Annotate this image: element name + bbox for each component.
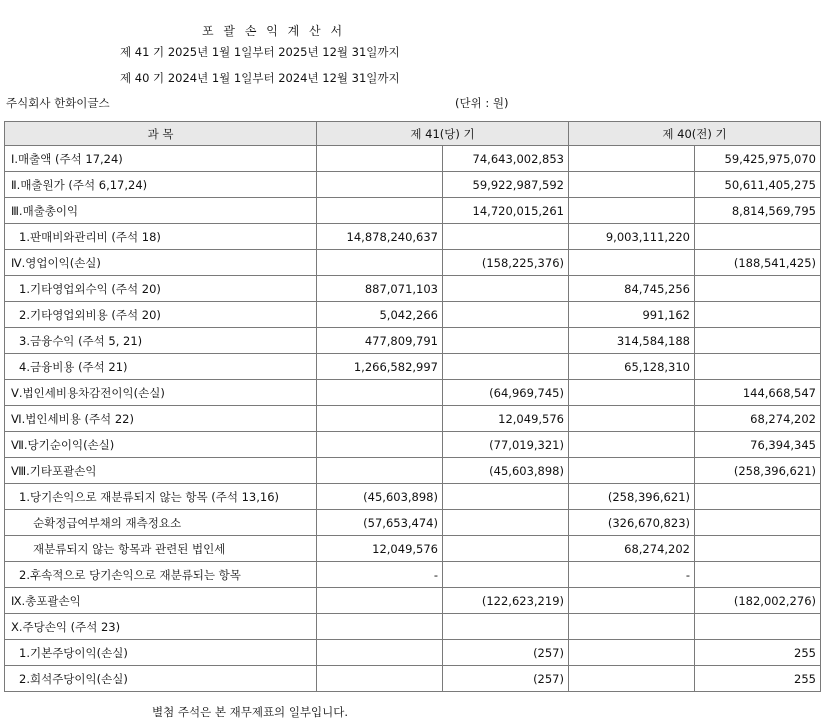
current-amount [443, 328, 569, 354]
period-prior: 제 40 기 2024년 1월 1일부터 2024년 12월 31일까지 [120, 71, 400, 85]
prior-amount: (182,002,276) [695, 588, 821, 614]
row-label: 4.금융비용 (주석 21) [5, 354, 317, 380]
prior-amount: 255 [695, 640, 821, 666]
table-row [5, 276, 821, 302]
current-sub-amount: 1,266,582,997 [317, 354, 443, 380]
table-row [5, 172, 821, 198]
table-row [5, 432, 821, 458]
row-label: Ⅲ.매출총이익 [5, 198, 317, 224]
table-row [5, 510, 821, 536]
current-sub-amount: 14,878,240,637 [317, 224, 443, 250]
column-header-item: 과 목 [5, 122, 317, 146]
row-label: Ⅳ.영업이익(손실) [5, 250, 317, 276]
current-amount [443, 614, 569, 640]
prior-sub-amount [569, 432, 695, 458]
prior-sub-amount [569, 198, 695, 224]
prior-sub-amount [569, 172, 695, 198]
table-row [5, 328, 821, 354]
row-label: 3.금융수익 (주석 5, 21) [5, 328, 317, 354]
table-row [5, 640, 821, 666]
table-row [5, 302, 821, 328]
current-amount: (77,019,321) [443, 432, 569, 458]
prior-sub-amount: - [569, 562, 695, 588]
period-current: 제 41 기 2025년 1월 1일부터 2025년 12월 31일까지 [120, 45, 400, 59]
current-amount [443, 224, 569, 250]
table-row [5, 588, 821, 614]
row-label: Ⅴ.법인세비용차감전이익(손실) [5, 380, 317, 406]
prior-sub-amount: 84,745,256 [569, 276, 695, 302]
current-sub-amount [317, 614, 443, 640]
column-header-current: 제 41(당) 기 [317, 122, 569, 146]
prior-sub-amount: 314,584,188 [569, 328, 695, 354]
row-label: 2.후속적으로 당기손익으로 재분류되는 항목 [5, 562, 317, 588]
row-label: 1.기타영업외수익 (주석 20) [5, 276, 317, 302]
current-sub-amount [317, 666, 443, 692]
current-sub-amount: (45,603,898) [317, 484, 443, 510]
row-label: 재분류되지 않는 항목과 관련된 법인세 [5, 536, 317, 562]
current-amount [443, 302, 569, 328]
table-row [5, 380, 821, 406]
row-label: Ⅸ.총포괄손익 [5, 588, 317, 614]
row-label: Ⅰ.매출액 (주석 17,24) [5, 146, 317, 172]
prior-amount [695, 510, 821, 536]
current-amount [443, 536, 569, 562]
current-amount: 59,922,987,592 [443, 172, 569, 198]
row-label: Ⅵ.법인세비용 (주석 22) [5, 406, 317, 432]
prior-amount: (258,396,621) [695, 458, 821, 484]
prior-sub-amount [569, 458, 695, 484]
prior-sub-amount [569, 588, 695, 614]
row-label: 순확정급여부채의 재측정요소 [5, 510, 317, 536]
table-row [5, 198, 821, 224]
current-amount [443, 276, 569, 302]
prior-sub-amount: 65,128,310 [569, 354, 695, 380]
prior-amount: 8,814,569,795 [695, 198, 821, 224]
current-sub-amount [317, 380, 443, 406]
current-amount: (122,623,219) [443, 588, 569, 614]
table-row [5, 536, 821, 562]
column-header-prior: 제 40(전) 기 [569, 122, 821, 146]
current-sub-amount [317, 588, 443, 614]
row-label: 2.희석주당이익(손실) [5, 666, 317, 692]
current-sub-amount [317, 250, 443, 276]
prior-sub-amount: 68,274,202 [569, 536, 695, 562]
row-label: Ⅹ.주당손익 (주석 23) [5, 614, 317, 640]
prior-amount [695, 562, 821, 588]
prior-sub-amount [569, 250, 695, 276]
current-sub-amount [317, 198, 443, 224]
current-amount [443, 562, 569, 588]
prior-amount: (188,541,425) [695, 250, 821, 276]
table-row [5, 614, 821, 640]
table-row [5, 484, 821, 510]
income-statement-table [4, 121, 821, 692]
row-label: 1.기본주당이익(손실) [5, 640, 317, 666]
row-label: 1.당기손익으로 재분류되지 않는 항목 (주석 13,16) [5, 484, 317, 510]
prior-sub-amount: (258,396,621) [569, 484, 695, 510]
row-label: Ⅶ.당기순이익(손실) [5, 432, 317, 458]
prior-sub-amount: 9,003,111,220 [569, 224, 695, 250]
prior-amount [695, 276, 821, 302]
prior-sub-amount [569, 406, 695, 432]
table-row [5, 562, 821, 588]
statement-title: 포 괄 손 익 계 산 서 [202, 24, 346, 38]
table-header-row [5, 122, 821, 146]
prior-sub-amount: 991,162 [569, 302, 695, 328]
current-sub-amount: (57,653,474) [317, 510, 443, 536]
current-sub-amount: 5,042,266 [317, 302, 443, 328]
table-row [5, 666, 821, 692]
table-row [5, 146, 821, 172]
row-label: 1.판매비와관리비 (주석 18) [5, 224, 317, 250]
current-sub-amount [317, 172, 443, 198]
prior-amount: 144,668,547 [695, 380, 821, 406]
current-sub-amount: - [317, 562, 443, 588]
footer-note: 별첨 주석은 본 재무제표의 일부입니다. [152, 705, 349, 719]
prior-amount [695, 536, 821, 562]
table-row [5, 406, 821, 432]
prior-amount: 255 [695, 666, 821, 692]
table-row [5, 250, 821, 276]
prior-sub-amount [569, 666, 695, 692]
current-amount [443, 354, 569, 380]
current-sub-amount [317, 640, 443, 666]
row-label: Ⅱ.매출원가 (주석 6,17,24) [5, 172, 317, 198]
current-amount [443, 484, 569, 510]
prior-amount [695, 354, 821, 380]
prior-amount: 59,425,975,070 [695, 146, 821, 172]
current-amount: (257) [443, 640, 569, 666]
current-sub-amount [317, 406, 443, 432]
prior-amount [695, 224, 821, 250]
prior-sub-amount [569, 614, 695, 640]
current-sub-amount: 887,071,103 [317, 276, 443, 302]
row-label: 2.기타영업외비용 (주석 20) [5, 302, 317, 328]
current-sub-amount [317, 146, 443, 172]
table-body [5, 146, 821, 692]
prior-amount [695, 614, 821, 640]
company-name: 주식회사 한화이글스 [6, 96, 110, 110]
current-amount: 14,720,015,261 [443, 198, 569, 224]
table-row [5, 458, 821, 484]
prior-amount: 50,611,405,275 [695, 172, 821, 198]
prior-sub-amount [569, 380, 695, 406]
prior-amount: 76,394,345 [695, 432, 821, 458]
current-amount: (45,603,898) [443, 458, 569, 484]
current-amount: 12,049,576 [443, 406, 569, 432]
current-amount [443, 510, 569, 536]
current-amount: 74,643,002,853 [443, 146, 569, 172]
table-row [5, 224, 821, 250]
current-sub-amount: 12,049,576 [317, 536, 443, 562]
current-amount: (257) [443, 666, 569, 692]
current-amount: (64,969,745) [443, 380, 569, 406]
unit-label: (단위 : 원) [455, 96, 509, 110]
prior-amount: 68,274,202 [695, 406, 821, 432]
prior-sub-amount: (326,670,823) [569, 510, 695, 536]
current-sub-amount: 477,809,791 [317, 328, 443, 354]
prior-sub-amount [569, 146, 695, 172]
prior-amount [695, 484, 821, 510]
prior-sub-amount [569, 640, 695, 666]
prior-amount [695, 302, 821, 328]
row-label: Ⅷ.기타포괄손익 [5, 458, 317, 484]
current-sub-amount [317, 432, 443, 458]
current-amount: (158,225,376) [443, 250, 569, 276]
prior-amount [695, 328, 821, 354]
table-row [5, 354, 821, 380]
current-sub-amount [317, 458, 443, 484]
